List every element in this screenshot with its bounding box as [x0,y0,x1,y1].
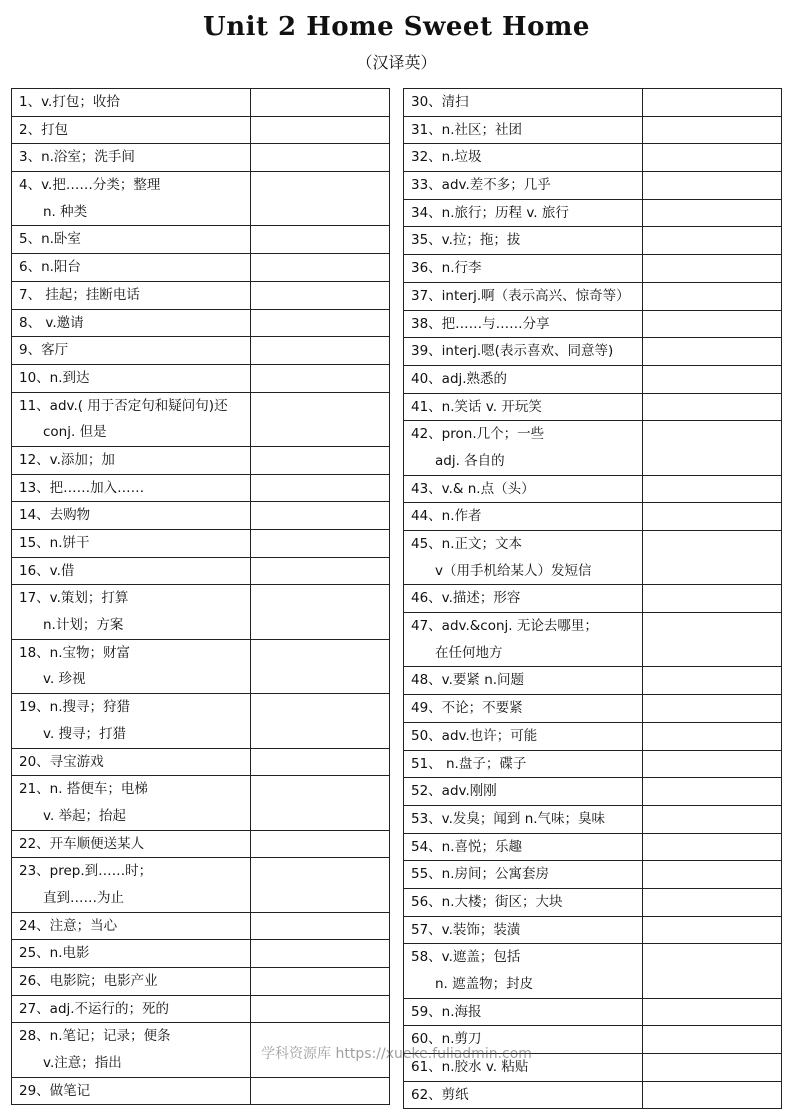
vocab-row [404,144,782,172]
vocab-prompt [404,998,643,1026]
answer-blank-cell[interactable] [643,393,782,421]
vocab-prompt-line: 3、n.浴室；洗手间 [19,149,135,166]
vocab-prompt-line: 53、v.发臭；闻到 n.气味；臭味 [411,810,606,827]
vocab-prompt [404,888,643,916]
answer-blank-cell[interactable] [643,199,782,227]
vocab-row [404,778,782,806]
vocab-row [404,1054,782,1082]
vocab-prompt [12,89,251,117]
answer-blank-cell[interactable] [643,172,782,200]
vocab-row [12,144,390,172]
vocab-prompt-line: 31、n.社区；社团 [411,121,523,138]
vocab-prompt-line: 41、n.笑话 v. 开玩笑 [411,398,542,415]
answer-blank-cell[interactable] [643,695,782,723]
vocab-prompt [404,310,643,338]
vocab-prompt-line: 16、v.借 [19,562,75,579]
vocab-row [404,1026,782,1054]
vocab-prompt [404,116,643,144]
vocab-prompt-line: v. 举起；抬起 [43,807,127,824]
answer-blank-cell[interactable] [251,226,390,254]
vocab-row [12,557,390,585]
answer-blank-cell[interactable] [643,888,782,916]
vocab-prompt [12,1077,251,1105]
vocab-row [12,226,390,254]
vocab-prompt [404,778,643,806]
answer-blank-cell[interactable] [643,778,782,806]
vocab-prompt [12,502,251,530]
vocab-prompt [12,364,251,392]
vocab-row [12,830,390,858]
answer-blank-cell[interactable] [251,557,390,585]
vocab-prompt [404,585,643,613]
vocab-row [404,667,782,695]
vocab-prompt [12,337,251,365]
vocab-prompt-line: 35、v.拉；拖；拔 [411,232,521,249]
vocab-prompt [404,199,643,227]
vocab-prompt [404,89,643,117]
vocab-prompt [404,421,643,475]
vocab-prompt-line: 19、n.搜寻；狩猎 [19,699,131,716]
vocab-prompt-line: 42、pron.几个；一些 [411,426,545,443]
answer-blank-cell[interactable] [643,667,782,695]
vocab-prompt-line: 20、寻宝游戏 [19,753,104,770]
vocab-prompt-line: 37、interj.啊（表示高兴、惊奇等） [411,287,630,304]
answer-blank-cell[interactable] [643,998,782,1026]
answer-blank-cell[interactable] [643,255,782,283]
vocab-prompt-line: 1、v.打包；收拾 [19,94,120,110]
vocab-prompt-line: 46、v.描述；形容 [411,590,521,607]
vocab-prompt [404,805,643,833]
vocab-row [12,968,390,996]
vocab-prompt-line: 21、n. 搭便车；电梯 [19,781,148,798]
vocab-prompt-line: 24、注意；当心 [19,917,118,934]
vocab-row [404,365,782,393]
answer-blank-cell[interactable] [643,116,782,144]
vocab-prompt-line: 23、prep.到……时； [19,863,153,880]
page-subtitle: （汉译英） [356,53,437,72]
vocab-prompt [404,365,643,393]
answer-blank-cell[interactable] [251,364,390,392]
vocab-prompt [12,830,251,858]
vocab-prompt [12,585,251,639]
answer-blank-cell[interactable] [643,613,782,667]
vocab-prompt-line: 56、n.大楼；街区；大块 [411,893,563,910]
vocab-prompt-line: 10、n.到达 [19,369,90,386]
answer-blank-cell[interactable] [251,474,390,502]
answer-blank-cell[interactable] [251,748,390,776]
answer-blank-cell[interactable] [643,310,782,338]
answer-blank-cell[interactable] [251,776,390,830]
vocab-prompt-line: 57、v.装饰；装潢 [411,921,521,938]
vocab-prompt-line: 62、剪纸 [411,1086,469,1103]
answer-blank-cell[interactable] [643,585,782,613]
vocab-row [12,1023,390,1077]
answer-blank-cell[interactable] [643,421,782,475]
vocab-prompt-line: 22、开车顺便送某人 [19,835,145,852]
answer-blank-cell[interactable] [643,1026,782,1054]
vocab-row [12,858,390,912]
answer-blank-cell[interactable] [251,446,390,474]
page-title: Unit 2 Home Sweet Home [203,12,590,42]
vocab-prompt [12,858,251,912]
vocab-prompt-line: 28、n.笔记；记录；便条 [19,1028,171,1045]
vocab-prompt [12,995,251,1023]
answer-blank-cell[interactable] [643,227,782,255]
vocab-row [12,1077,390,1105]
vocab-row [12,694,390,748]
vocab-prompt [12,940,251,968]
vocab-prompt-line: 60、n.剪刀 [411,1031,482,1048]
vocab-row [404,199,782,227]
vocab-prompt-line: 59、n.海报 [411,1003,482,1020]
vocab-prompt [12,530,251,558]
vocab-prompt [404,172,643,200]
vocab-prompt-line: n.计划；方案 [43,617,124,634]
answer-blank-cell[interactable] [643,531,782,585]
vocab-prompt-line: 49、不论；不要紧 [411,700,523,717]
vocab-prompt-line: 55、n.房间；公寓套房 [411,866,550,883]
vocab-row [12,309,390,337]
vocab-prompt-line: 50、adv.也许；可能 [411,727,538,744]
answer-blank-cell[interactable] [251,281,390,309]
vocab-prompt [404,531,643,585]
vocab-prompt-line: 7、 挂起；挂断电话 [19,286,140,303]
answer-blank-cell[interactable] [643,144,782,172]
vocab-prompt [12,254,251,282]
vocab-prompt-line: 13、把……加入…… [19,479,145,496]
watermark: 学科资源库 https://xueke.fuliadmin.com [261,1046,532,1062]
vocab-prompt-line: 29、做笔记 [19,1082,91,1099]
answer-blank-cell[interactable] [251,940,390,968]
vocab-row [12,748,390,776]
vocab-row [12,995,390,1023]
vocab-prompt-line: 32、n.垃圾 [411,149,482,166]
vocab-row [12,364,390,392]
vocab-prompt [12,912,251,940]
vocab-prompt-line: 26、电影院；电影产业 [19,973,158,989]
vocab-row [404,695,782,723]
answer-blank-cell[interactable] [643,475,782,503]
vocab-row [12,912,390,940]
vocab-prompt-line: 45、n.正文；文本 [411,536,523,552]
vocab-prompt [12,144,251,172]
answer-blank-cell[interactable] [643,861,782,889]
vocab-prompt-line: 在任何地方 [435,644,503,661]
vocab-row [12,940,390,968]
vocab-prompt [12,968,251,996]
vocab-prompt-line: 40、adj.熟悉的 [411,370,508,387]
vocab-prompt-line: 47、adv.&conj. 无论去哪里； [411,618,598,635]
answer-blank-cell[interactable] [251,830,390,858]
vocab-prompt [12,694,251,748]
vocab-row [404,998,782,1026]
vocab-row [404,805,782,833]
answer-blank-cell[interactable] [251,694,390,748]
vocab-prompt-line: 2、打包 [19,121,69,138]
vocab-prompt [12,281,251,309]
answer-blank-cell[interactable] [643,805,782,833]
vocab-row [404,338,782,366]
answer-blank-cell[interactable] [251,858,390,912]
answer-blank-cell[interactable] [251,89,390,117]
vocab-row [404,1081,782,1109]
vocab-prompt [404,255,643,283]
vocab-row [12,172,390,226]
vocab-row [12,337,390,365]
vocab-row [404,116,782,144]
vocab-prompt [12,557,251,585]
vocab-row [404,585,782,613]
vocab-row [404,750,782,778]
vocab-row [12,281,390,309]
vocab-row [12,392,390,446]
vocab-prompt [12,172,251,226]
vocab-row [404,916,782,944]
vocab-prompt-line: 5、n.卧室 [19,231,81,248]
answer-blank-cell[interactable] [251,585,390,639]
vocab-prompt-line: 52、adv.刚刚 [411,783,497,800]
answer-blank-cell[interactable] [251,639,390,693]
vocab-prompt [404,667,643,695]
vocab-row [12,776,390,830]
vocab-prompt-line: 11、adv.( 用于否定句和疑问句)还 [19,397,228,414]
answer-blank-cell[interactable] [643,282,782,310]
vocab-prompt-line: 58、v.遮盖；包括 [411,949,521,966]
answer-blank-cell[interactable] [251,392,390,446]
vocab-prompt [404,144,643,172]
vocab-prompt-line: 12、v.添加；加 [19,451,115,468]
vocab-row [404,833,782,861]
vocab-prompt-line: 36、n.行李 [411,260,482,277]
vocab-prompt [404,282,643,310]
vocab-row [404,393,782,421]
vocab-prompt [404,1054,643,1082]
vocab-row [404,722,782,750]
vocab-prompt-line: 9、客厅 [19,342,69,359]
vocab-row [404,613,782,667]
vocab-prompt-line: 51、 n.盘子；碟子 [411,755,527,772]
vocab-prompt [404,503,643,531]
answer-blank-cell[interactable] [251,309,390,337]
vocab-prompt [12,392,251,446]
vocab-prompt [404,227,643,255]
answer-blank-cell[interactable] [251,530,390,558]
vocab-prompt-line: 43、v.& n.点（头） [411,480,535,497]
answer-blank-cell[interactable] [251,254,390,282]
vocab-prompt [404,833,643,861]
vocab-prompt [404,722,643,750]
vocab-prompt [404,861,643,889]
answer-blank-cell[interactable] [251,337,390,365]
vocab-prompt-line: v. 搜寻；打猎 [43,725,127,742]
vocab-prompt-line: v（用手机给某人）发短信 [435,562,592,579]
vocab-row [404,255,782,283]
answer-blank-cell[interactable] [251,1023,390,1077]
vocab-prompt [12,446,251,474]
vocab-prompt [404,695,643,723]
answer-blank-cell[interactable] [251,968,390,996]
vocab-prompt [404,338,643,366]
vocab-row [12,116,390,144]
vocab-row [404,475,782,503]
answer-blank-cell[interactable] [643,916,782,944]
vocab-prompt-line: 4、v.把……分类；整理 [19,177,161,194]
answer-blank-cell[interactable] [251,172,390,226]
vocab-prompt-line: 30、清扫 [411,94,469,110]
vocab-prompt [404,944,643,998]
vocab-row [404,888,782,916]
vocab-prompt [12,309,251,337]
vocab-prompt-line: conj. 但是 [43,424,107,441]
vocab-prompt-line: n. 种类 [43,203,88,220]
vocab-row [404,503,782,531]
vocab-row [404,227,782,255]
vocab-prompt-line: 54、n.喜悦；乐趣 [411,838,523,855]
vocab-row [404,531,782,585]
vocab-prompt [12,474,251,502]
vocab-prompt-line: 18、n.宝物；财富 [19,644,131,661]
vocab-table-left [11,88,390,1105]
answer-blank-cell[interactable] [251,1077,390,1105]
vocab-row [12,530,390,558]
vocab-row [404,944,782,998]
vocab-prompt-line: 44、n.作者 [411,508,482,525]
vocab-prompt-line: 8、 v.邀请 [19,314,84,331]
vocab-prompt-line: 39、interj.嗯(表示喜欢、同意等) [411,343,614,360]
vocab-prompt-line: 61、n.胶水 v. 粘贴 [411,1059,529,1076]
vocab-prompt [404,475,643,503]
vocab-prompt-line: adj. 各自的 [435,452,505,469]
vocab-row [404,421,782,475]
answer-blank-cell[interactable] [251,144,390,172]
vocab-prompt-line: 33、adv.差不多；几乎 [411,177,551,194]
vocab-prompt [12,226,251,254]
vocab-prompt [404,1026,643,1054]
vocab-table-right [403,88,782,1109]
vocab-prompt-line: 48、v.要紧 n.问题 [411,672,525,689]
answer-blank-cell[interactable] [643,365,782,393]
vocab-row [12,89,390,117]
vocab-prompt-line: v. 珍视 [43,671,86,688]
vocab-prompt [404,916,643,944]
vocab-prompt [404,750,643,778]
vocab-prompt-line: v.注意；指出 [43,1055,122,1072]
vocab-prompt-line: 直到……为止 [43,889,124,906]
vocab-row [404,310,782,338]
answer-blank-cell[interactable] [643,1081,782,1109]
vocab-row [12,446,390,474]
answer-blank-cell[interactable] [643,833,782,861]
vocab-prompt-line: n. 遮盖物；封皮 [435,976,534,992]
vocab-prompt [404,393,643,421]
vocab-prompt [12,776,251,830]
vocab-prompt-line: 38、把……与……分享 [411,315,550,332]
answer-blank-cell[interactable] [643,503,782,531]
vocab-row [404,172,782,200]
vocab-prompt [12,639,251,693]
vocab-prompt-line: 34、n.旅行；历程 v. 旅行 [411,204,569,221]
vocab-row [12,474,390,502]
vocab-prompt [12,1023,251,1077]
vocab-row [12,254,390,282]
vocab-prompt-line: 14、去购物 [19,507,91,524]
vocab-prompt-line: 15、n.饼干 [19,535,90,551]
answer-blank-cell[interactable] [643,944,782,998]
vocab-prompt [404,1081,643,1109]
vocab-prompt-line: 25、n.电影 [19,945,90,962]
answer-blank-cell[interactable] [643,722,782,750]
vocab-prompt-line: 6、n.阳台 [19,259,81,276]
vocab-prompt [404,613,643,667]
answer-blank-cell[interactable] [251,502,390,530]
vocab-row [404,861,782,889]
vocab-row [12,502,390,530]
vocab-row [404,282,782,310]
vocab-prompt [12,116,251,144]
answer-blank-cell[interactable] [251,995,390,1023]
answer-blank-cell[interactable] [643,89,782,117]
vocab-prompt [12,748,251,776]
vocab-prompt-line: 27、adj.不运行的；死的 [19,1000,170,1017]
answer-blank-cell[interactable] [251,116,390,144]
answer-blank-cell[interactable] [643,1054,782,1082]
answer-blank-cell[interactable] [251,912,390,940]
vocab-prompt-line: 17、v.策划；打算 [19,590,129,607]
vocab-row [12,639,390,693]
answer-blank-cell[interactable] [643,750,782,778]
answer-blank-cell[interactable] [643,338,782,366]
vocab-row [404,89,782,117]
vocab-row [12,585,390,639]
